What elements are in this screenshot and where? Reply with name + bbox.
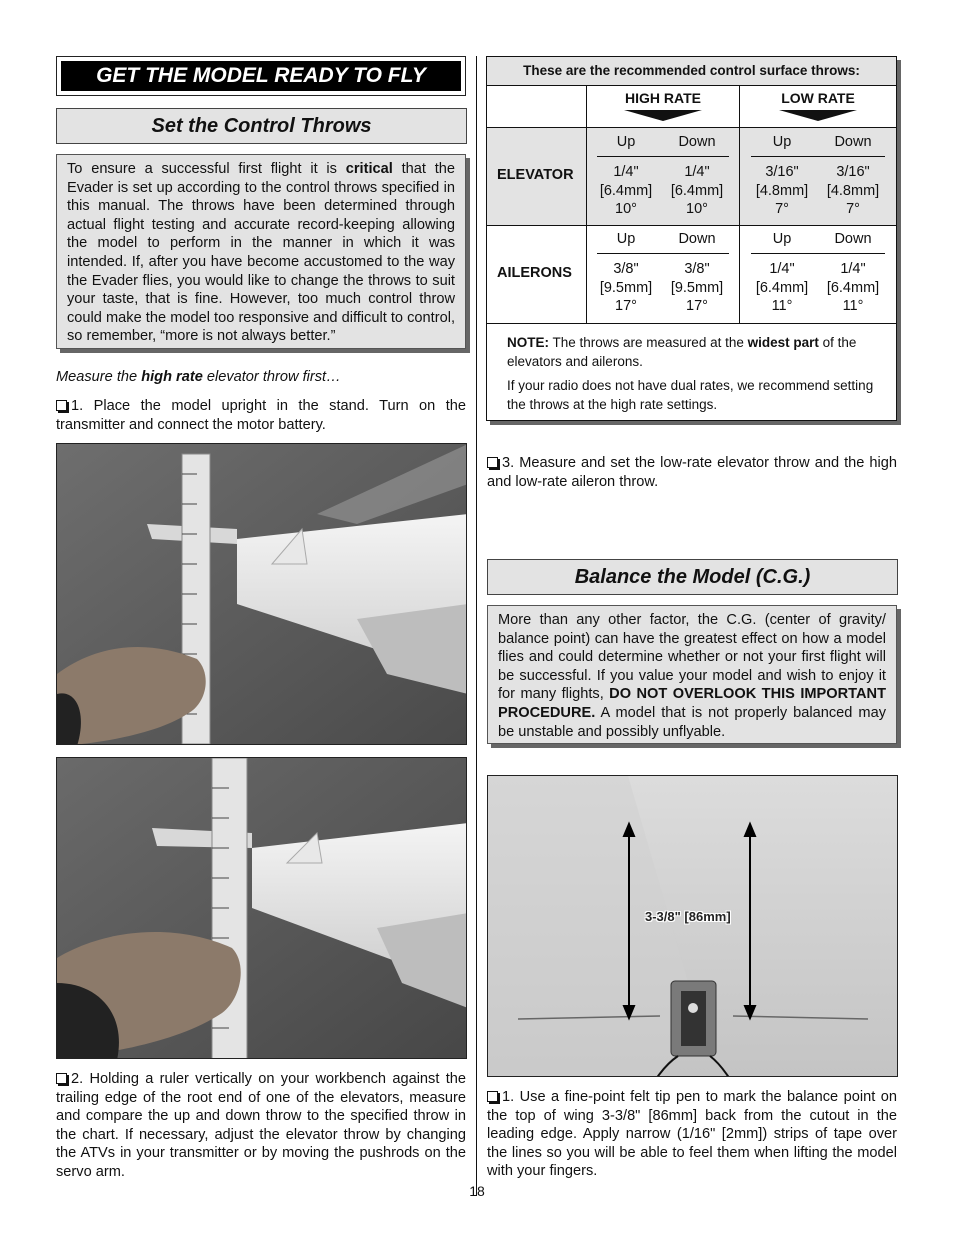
page-number: 18 (469, 1183, 485, 1199)
section-title-balance: Balance the Model (C.G.) (487, 559, 898, 595)
cg-step-1-text: 1. Use a fine-point felt tip pen to mark the balance point on the top of wing 3-3/8" [86mm] back from the cutout in the leading edge. Apply narrow (1/16" [2mm]) strips of tape over the lines so you will be able to feel them when lifting the model with your fingers. (487, 1089, 897, 1180)
photo-elevator-up-throw (56, 443, 467, 745)
section-title-control-throws: Set the Control Throws (56, 108, 467, 144)
step-2 (56, 1070, 466, 1182)
measure-text-a: Measure the (56, 369, 142, 385)
value-line: 10° (686, 201, 708, 217)
value-line: 3/16" (765, 164, 799, 180)
value-line: [9.5mm] (599, 279, 653, 296)
measure-text-bold: high rate (141, 369, 203, 385)
intro-text-b: that the Evader is set up according to the control throws specified in this manual. The throws have been determined through actual flight testing and accurate record-keeping allowing the model to perform in the manner in which it was intended. If, after you have become accustomed to the way the Evader flies, you would like to change the throws to suit your taste, that is fine. However, too much control throw could make the model too responsive and difficult to control, so remember, “more is not always better.” (67, 161, 455, 345)
value-line: 3/8" (684, 261, 710, 277)
wing-measure-label: 3-3/8" [86mm] (645, 909, 731, 924)
ail-hr-up-header: Up (616, 231, 636, 247)
value-line: 7° (775, 201, 789, 217)
ail-lr-down-value (821, 260, 885, 316)
ail-lr-down-header: Down (834, 231, 872, 247)
photo-elevator-down-throw (56, 757, 467, 1059)
value-line: 11° (842, 298, 864, 314)
value-line: 1/4" (840, 261, 866, 277)
note-text-b: of the elevators and ailerons. (507, 335, 857, 369)
throw-table-title: These are the recommended control surface throws: (487, 57, 896, 86)
column-divider (476, 56, 477, 1196)
cg-text-bold: DO NOT OVERLOOK THIS IMPORTANT PROCEDURE. (498, 686, 886, 721)
intro-text-bold: critical (345, 161, 393, 177)
note-text-bold: widest part (747, 335, 819, 350)
photo-elevator-down-image (57, 758, 467, 1059)
elev-lr-down-header: Down (834, 134, 872, 150)
elev-hr-up-value (595, 163, 657, 219)
elev-hr-up-header: Up (616, 134, 636, 150)
table-rule (487, 225, 896, 226)
value-line: 3/16" (836, 164, 870, 180)
high-rate-header: HIGH RATE (625, 90, 701, 106)
header-underline (751, 156, 885, 157)
elev-lr-up-value (751, 163, 813, 219)
table-note-2: If your radio does not have dual rates, we recommend setting the throws at the high rate settings. (507, 378, 874, 412)
ail-lr-up-value (751, 260, 813, 316)
value-line: [9.5mm] (670, 279, 724, 296)
photo-elevator-up-image (57, 444, 467, 745)
header-underline (751, 253, 885, 254)
value-line: [6.4mm] (599, 182, 653, 199)
photo-wing-balance (487, 775, 898, 1077)
value-line: [6.4mm] (755, 279, 809, 296)
main-title-box (56, 56, 466, 96)
step-3-text: 3. Measure and set the low-rate elevator throw and the high and low-rate aileron throw. (487, 455, 897, 490)
intro-box (56, 154, 466, 349)
cg-step-1 (487, 1088, 897, 1181)
measure-text-b: elevator throw first… (202, 369, 341, 385)
ail-hr-down-header: Down (678, 231, 716, 247)
value-line: [4.8mm] (755, 182, 809, 199)
cg-text-b: A model that is not properly balanced may be unstable and possibly unflyable. (498, 704, 886, 740)
value-line: 7° (846, 201, 860, 217)
table-note (507, 334, 885, 371)
low-rate-header: LOW RATE (781, 90, 855, 106)
step-1 (56, 397, 466, 434)
step-2-text: 2. Holding a ruler vertically on your workbench against the trailing edge of the root end of one of the elevators, measure and compare the up and down throw to the specified throw in the chart. If necessary, adjust the elevator throw by changing the ATVs in your transmitter or by moving the pushrods on the servo arm. (56, 1071, 466, 1180)
value-line: [6.4mm] (670, 182, 724, 199)
value-line: 1/4" (769, 261, 795, 277)
checkbox-icon[interactable] (56, 1073, 67, 1084)
checkbox-icon[interactable] (487, 1091, 498, 1102)
elev-lr-up-header: Up (772, 134, 792, 150)
checkbox-icon[interactable] (56, 400, 67, 411)
ail-hr-down-value (665, 260, 729, 316)
elev-hr-down-value (665, 163, 729, 219)
value-line: 17° (615, 298, 637, 314)
value-line: 3/8" (613, 261, 639, 277)
high-rate-arrow-icon (624, 108, 702, 122)
low-rate-arrow-icon (779, 108, 857, 122)
measure-instruction (56, 368, 466, 387)
ail-hr-up-value (595, 260, 657, 316)
intro-text-a: To ensure a successful first flight it is (67, 161, 346, 177)
step-3 (487, 454, 897, 491)
main-title: GET THE MODEL READY TO FLY (61, 61, 461, 91)
note-label: NOTE: (507, 335, 549, 350)
table-rule (487, 323, 896, 324)
header-underline (597, 253, 729, 254)
note-text-a: The throws are measured at the (549, 335, 748, 350)
value-line: 11° (771, 298, 793, 314)
step-1-text: 1. Place the model upright in the stand. Turn on the transmitter and connect the motor battery. (56, 398, 466, 433)
header-underline (597, 156, 729, 157)
value-line: [4.8mm] (826, 182, 880, 199)
ail-lr-up-header: Up (772, 231, 792, 247)
elevator-label: ELEVATOR (497, 167, 574, 183)
throw-table (486, 56, 897, 421)
cg-text-a: More than any other factor, the C.G. (center of gravity/ balance point) can have the greatest effect on how a model flies and could determine whether or not your first flight will be successful. If you value your model and wish to enjoy it for many flights, (498, 612, 886, 703)
value-line: 1/4" (684, 164, 710, 180)
value-line: 17° (686, 298, 708, 314)
elev-hr-down-header: Down (678, 134, 716, 150)
value-line: [6.4mm] (826, 279, 880, 296)
cg-box (487, 605, 897, 744)
ailerons-label: AILERONS (497, 265, 572, 281)
value-line: 1/4" (613, 164, 639, 180)
elev-lr-down-value (821, 163, 885, 219)
photo-wing-image (488, 776, 898, 1077)
value-line: 10° (615, 201, 637, 217)
checkbox-icon[interactable] (487, 457, 498, 468)
